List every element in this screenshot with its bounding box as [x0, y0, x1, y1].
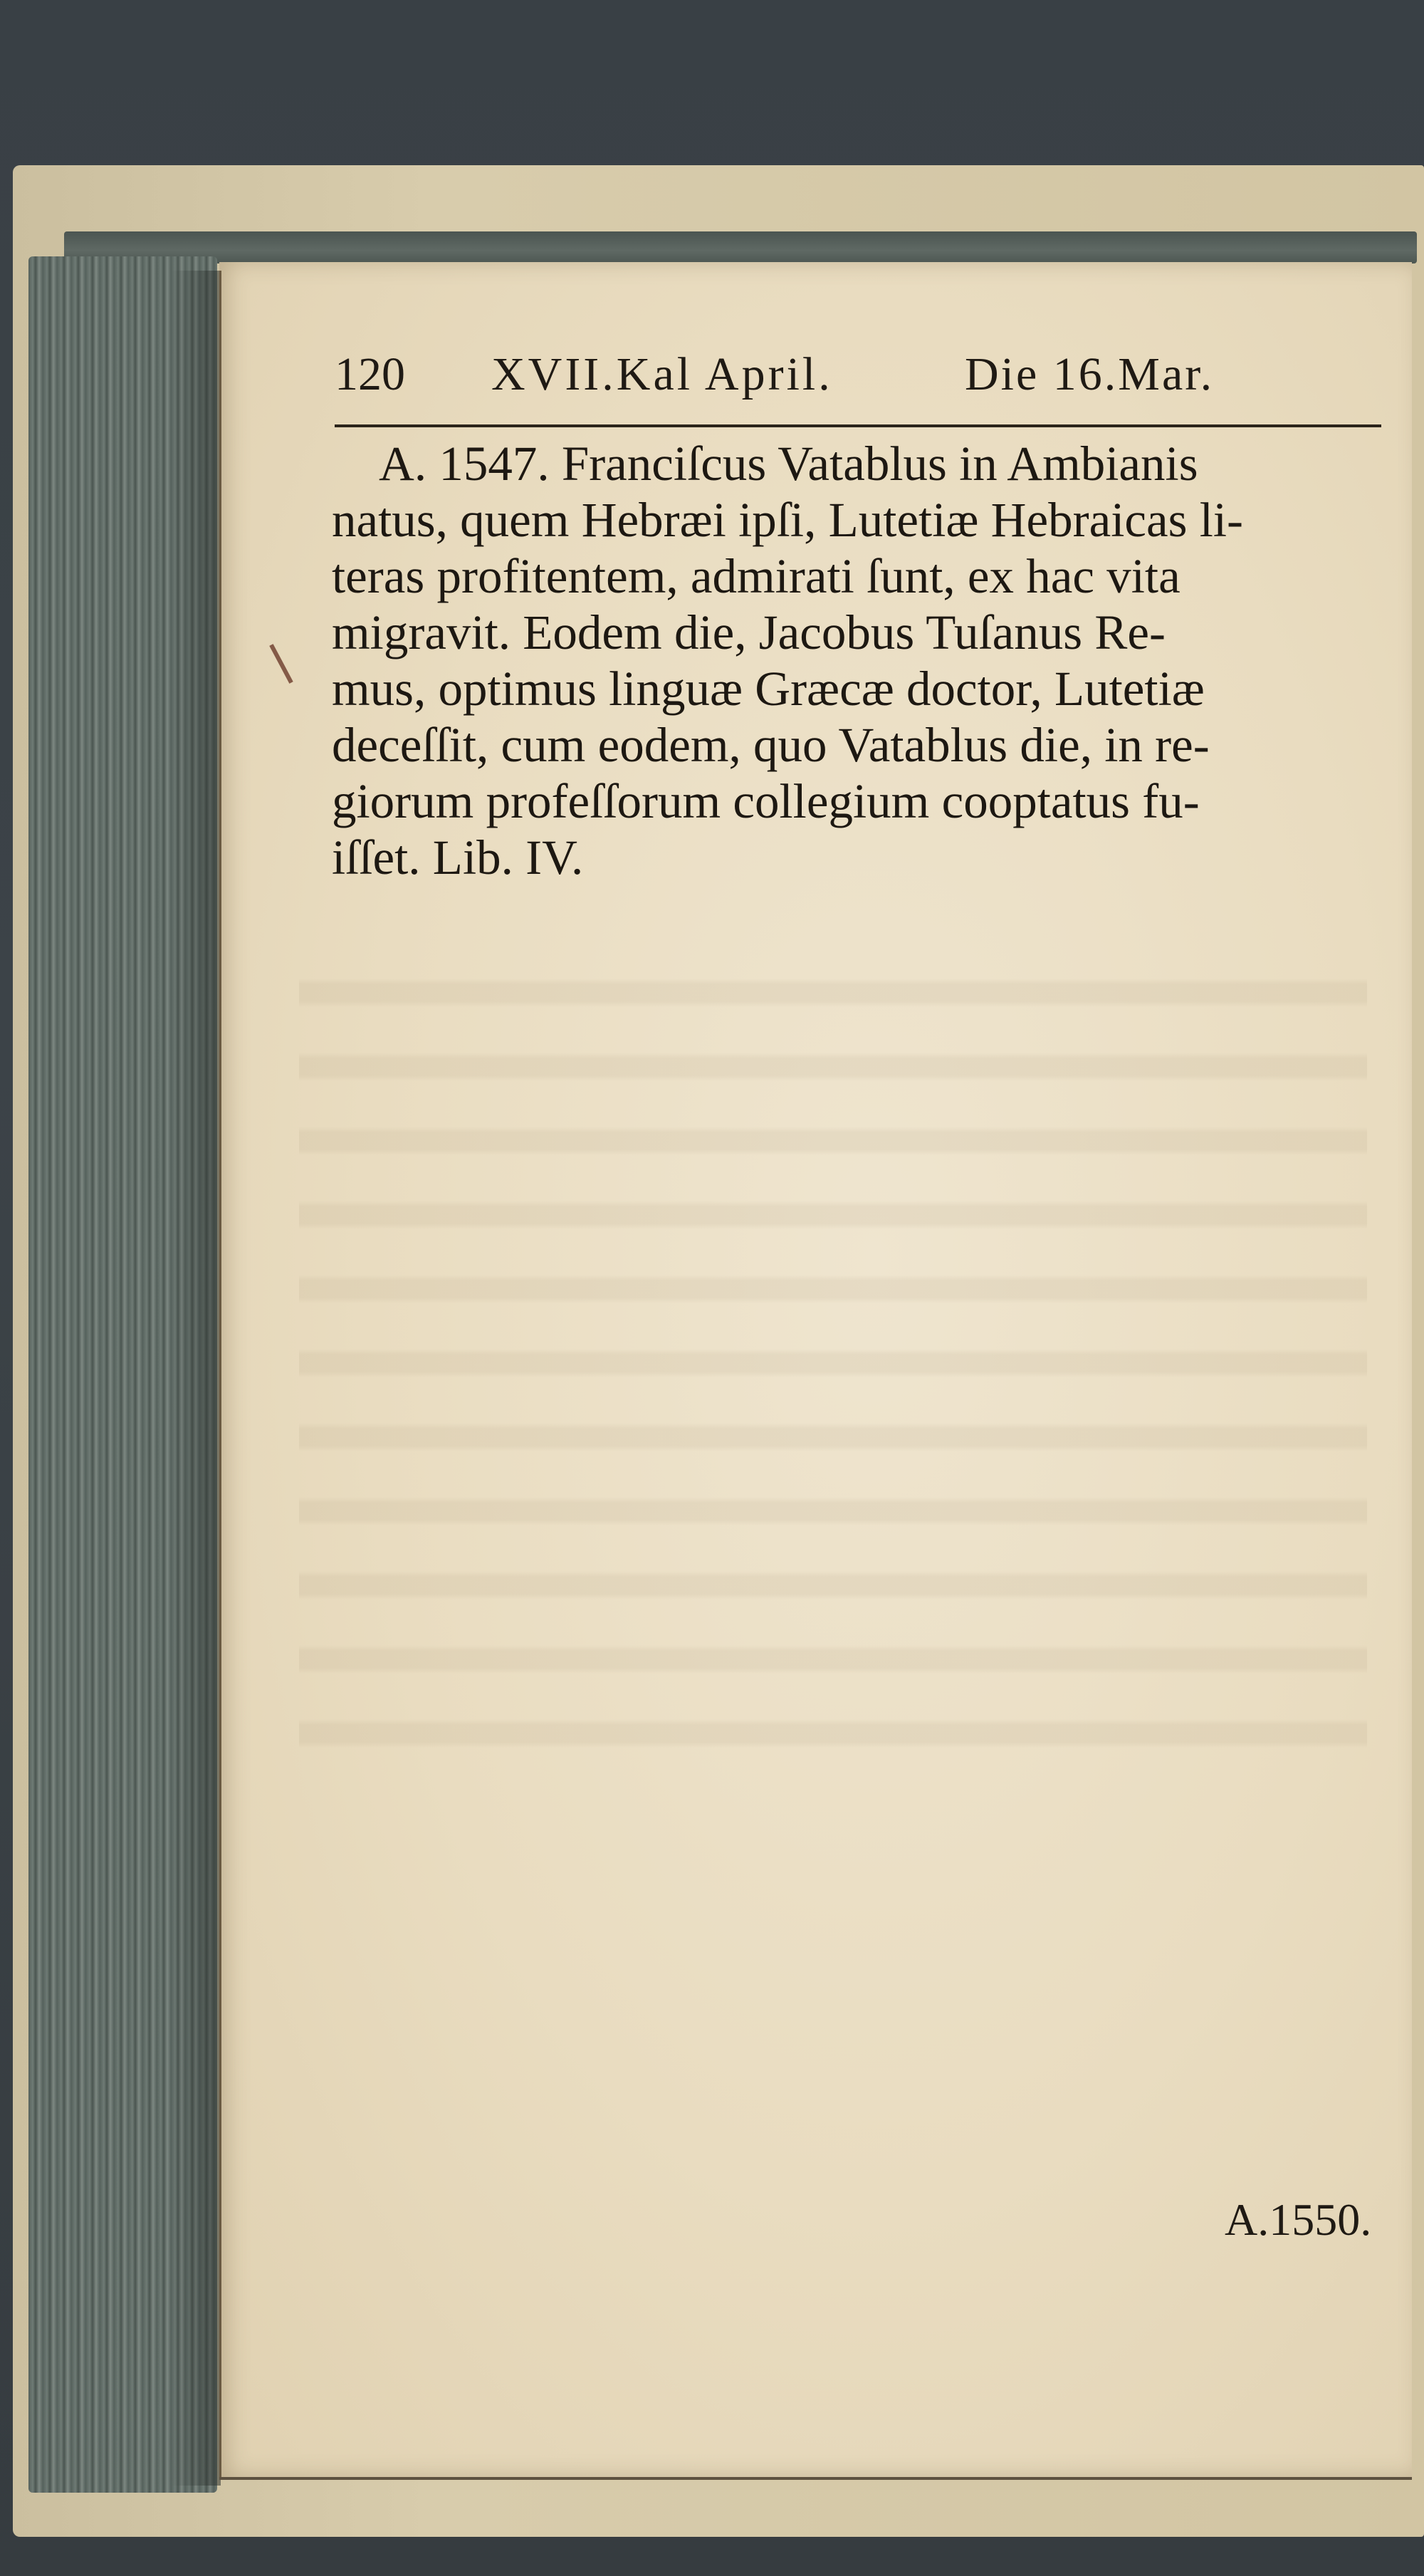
book-top-edge — [64, 231, 1417, 264]
page-gutter-line — [219, 271, 221, 2478]
text-line: natus, quem Hebræi ipſi, Lutetiæ Hebraicas li- — [332, 493, 1244, 547]
page-bottom-line — [219, 2477, 1412, 2480]
text-line: A. 1547. Franciſcus Vatablus in Ambianis — [379, 437, 1198, 491]
catchword: A.1550. — [1225, 2194, 1372, 2245]
page-number: 120 — [335, 348, 405, 400]
text-line: migravit. Eodem die, Jacobus Tuſanus Re- — [332, 605, 1166, 659]
header-calendar-date: XVII.Kal April. — [491, 348, 833, 400]
ink-showthrough — [299, 947, 1367, 1788]
text-line: mus, optimus linguæ Græcæ doctor, Lutetiæ — [332, 662, 1205, 716]
header-day-date: Die 16.Mar. — [965, 348, 1215, 400]
header-rule — [335, 424, 1381, 427]
fore-edge-shadow — [171, 271, 221, 2486]
running-header — [335, 348, 1381, 412]
text-line: iſſet. Lib. IV. — [332, 830, 584, 885]
text-line: giorum profeſſorum collegium cooptatus fu- — [332, 774, 1200, 828]
text-line: teras profitentem, admirati ſunt, ex hac vita — [332, 549, 1180, 603]
entry-text — [332, 436, 1393, 886]
text-line: deceſſit, cum eodem, quo Vatablus die, in re- — [332, 718, 1210, 772]
